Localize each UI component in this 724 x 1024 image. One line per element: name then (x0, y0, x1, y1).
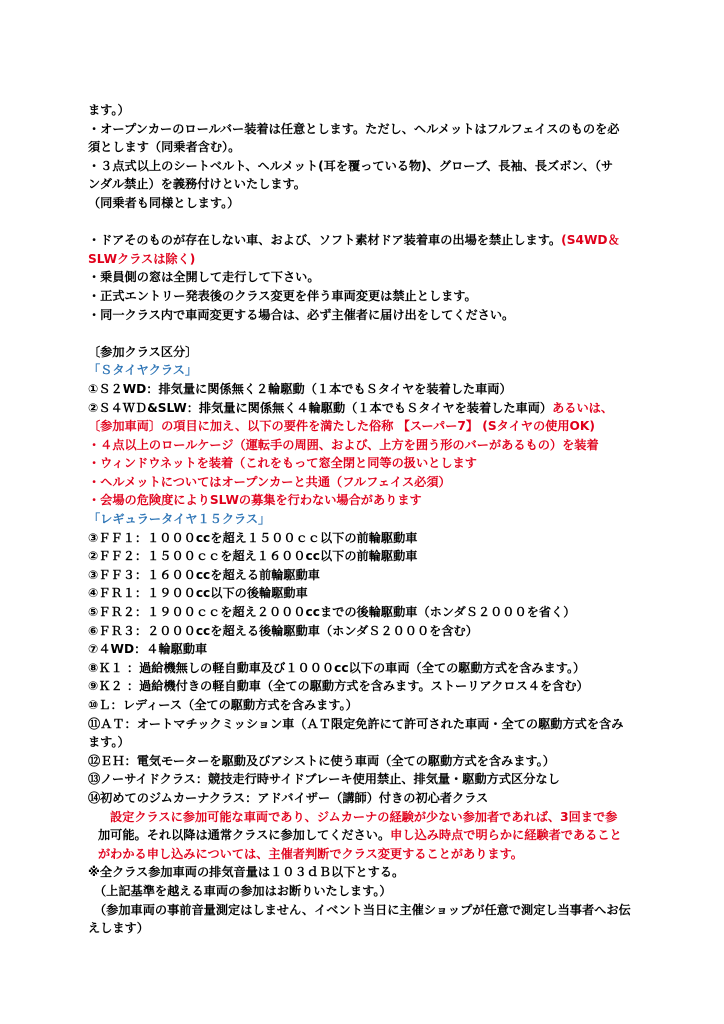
beginner-note: 設定クラスに参加可能な車両であり、ジムカーナの経験が少ない参加者であれば、3回まで参 (110, 809, 618, 824)
text-line: ンダル禁止）を義務付けといたします。 (88, 177, 306, 192)
noise-note: （上記基準を越える車両の参加はお断りいたします。） (94, 883, 392, 898)
class-item: ます。） (88, 735, 130, 750)
super7-requirement: ・４点以上のロールケージ（運転手の周囲、および、上方を囲う形のバーがあるもの）を装着 (88, 437, 599, 452)
super7-text: 〔参加車両〕の項目に加え、以下の要件を満たした俗称 【スーパー7】 (Sタイヤの使用OK) (88, 419, 595, 434)
door-exception: (S4WD＆ (561, 233, 620, 248)
class-item: ⑤ＦＲ２：１９００ｃｃを超え２０００ccまでの後輪駆動車（ホンダＳ２０００を省く） (88, 605, 576, 620)
s4wd-or: あるいは、 (552, 400, 614, 415)
class-item: ③ＦＦ３：１６００ccを超える前輪駆動車 (88, 567, 320, 582)
spacer (88, 324, 688, 343)
text-line: ・オープンカーのロールバー装着は任意とします。ただし、ヘルメットはフルフェイスのものを必 (88, 121, 620, 136)
super7-requirement: ・会場の危険度によりSLWの募集を行わない場合があります (88, 493, 422, 508)
beginner-warning: 申し込み時点で明らかに経験者であること (390, 828, 622, 843)
beginner-warning: がわかる申し込みについては、主催者判断でクラス変更することがあります。 (98, 846, 523, 861)
same-class-rule: ・同一クラス内で車両変更する場合は、必ず主催者に届け出をしてください。 (88, 307, 515, 322)
text-line: ます。） (88, 103, 130, 117)
class-item: ⑭初めてのジムカーナクラス：アドバイザー（講師）付きの初心者クラス (88, 790, 489, 805)
text-line: （同乗者も同様とします。） (88, 195, 240, 210)
s-tire-heading: 「Ｓタイヤクラス」 (88, 363, 198, 378)
noise-note: （参加車両の事前音量測定はしません、イベント当日に主催ショップが任意で測定し当事者へお伝 (94, 902, 631, 917)
noise-note: えします） (88, 921, 149, 936)
class-item: ⑪ＡＴ：オートマチックミッション車（ＡＴ限定免許にて許可された車両・全ての駆動方式を含み (88, 716, 624, 731)
super7-requirement: ・ウィンドウネットを装着（これをもって窓全閉と同等の扱いとします (88, 456, 477, 471)
class-item: ④ＦＲ１：１９００cc以下の後輪駆動車 (88, 586, 308, 601)
regular-tire-heading: 「レギュラータイヤ１５クラス」 (88, 512, 271, 527)
window-rule: ・乗員側の窓は全開して走行して下さい。 (88, 270, 320, 285)
noise-limit: ※全クラス参加車両の排気音量は１０３ｄＢ以下とする。 (88, 865, 405, 880)
class-s4wd: ②Ｓ４ＷＤ&SLW：排気量に関係無く４輪駆動（１本でもＳタイヤを装着した車両）あるいは、 (88, 400, 614, 415)
class-item: ⑩Ｌ：レディース（全ての駆動方式を含みます。） (88, 698, 358, 712)
class-item: ⑥ＦＲ３：２０００ccを超える後輪駆動車（ホンダＳ２０００を含む） (88, 623, 478, 638)
class-item: ⑦４WD：４輪駆動車 (88, 642, 208, 657)
class-item: ②ＦＦ２：１５００ｃｃを超え１６００cc以下の前輪駆動車 (88, 549, 418, 564)
class-s2wd: ①Ｓ２WD：排気量に関係無く２輪駆動（１本でもＳタイヤを装着した車両） (88, 381, 512, 396)
super7-requirement: ・ヘルメットについてはオープンカーと共通（フルフェイス必須） (88, 474, 451, 489)
document-page (88, 101, 688, 938)
door-exception-cont: SLWクラスは除く) (88, 251, 196, 266)
door-rule: ・ドアそのものが存在しない車、および、ソフト素材ドア装着車の出場を禁止します。(S4WD＆ (88, 233, 620, 248)
class-item: ⑨Ｋ２ ：過給機付きの軽自動車（全ての駆動方式を含みます。ストーリアクロス４を含む） (88, 679, 589, 694)
class-item: ③ＦＦ１：１０００ccを超え１５００ｃｃ以下の前輪駆動車 (88, 530, 418, 545)
class-item: ⑬ノーサイドクラス：競技走行時サイドブレーキ使用禁止、排気量・駆動方式区分なし (88, 772, 560, 787)
text-line: 須とします（同乗者含む）。 (88, 140, 241, 155)
class-item: ⑧Ｋ１ ：過給機無しの軽自動車及び１０００cc以下の車両（全ての駆動方式を含みます。） (88, 660, 586, 675)
beginner-note: 加可能。それ以降は通常クラスに参加してください。申し込み時点で明らかに経験者であること (98, 828, 622, 843)
class-change-rule: ・正式エントリー発表後のクラス変更を伴う車両変更は禁止とします。 (88, 288, 477, 303)
text-line: ・３点式以上のシートベルト、ヘルメット(耳を覆っている物)、グローブ、長袖、長ズボン、（サ (88, 158, 614, 173)
class-item: ⑫ＥＨ：電気モーターを駆動及びアシストに使う車両（全ての駆動方式を含みます。） (88, 753, 555, 768)
class-section-heading: 〔参加クラス区分〕 (88, 344, 198, 359)
spacer (88, 213, 688, 232)
